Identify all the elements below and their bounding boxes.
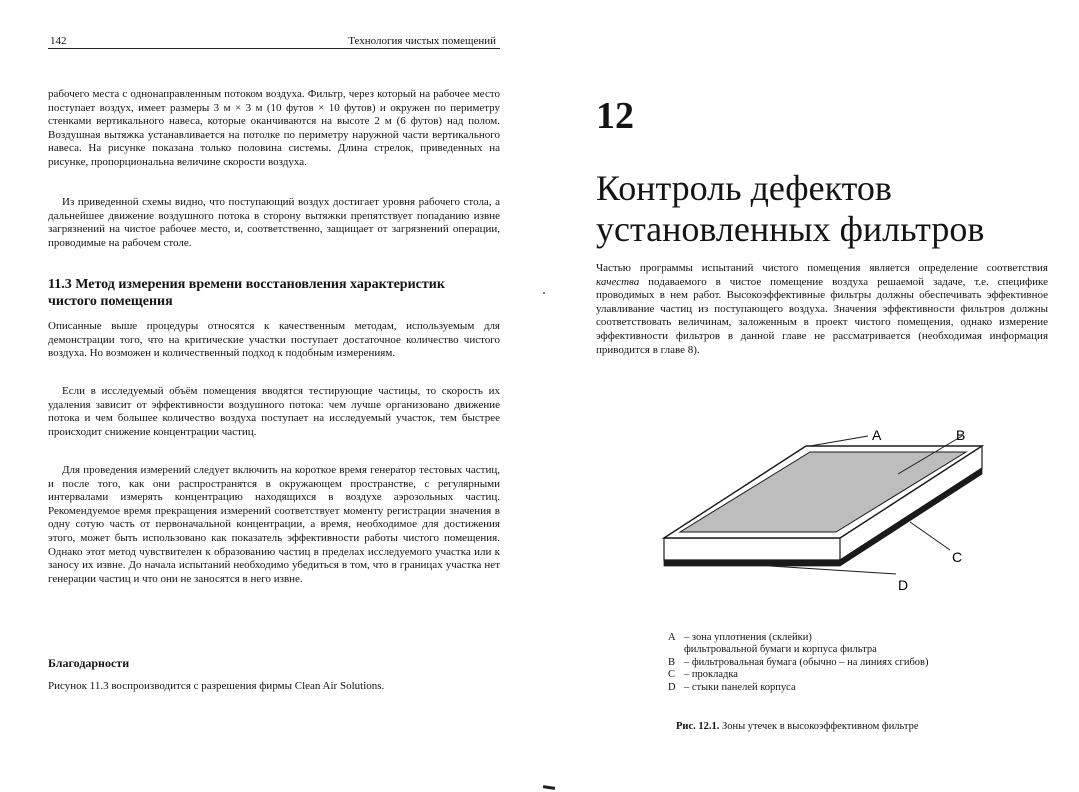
paragraph: рабочего места с однонаправленным потоком воздуха. Фильтр, через который на рабочее место поступает воздух, имеет размеры 3 м × 3 м (10 футов × 10 футов) и окружен по периметру стенками вертикального навеса, которые оканчиваются на высоте 2 м (6 футов) над полом. Воздушная вытяжка устанавливается на потолке по периметру наружной части вертикального навеса. На рисунке показана только половина системы. Длина стрелок, приведенных на рисунке, пропорциональна величине скорости воздуха.: [48, 88, 500, 168]
paragraph: Для проведения измерений следует включить на короткое время генератор тестовых частиц, и после того, как они распространятся в окружающем пространстве, с регулярными интервалами измерять концентрацию находящихся в воздухе аэрозольных частиц. Рекомендуемое время прекращения измерений соответствует моменту регистрации значения в одну сотую часть от первоначальной концентрации, а время, необходимое для достижения этого, может быть использовано как показатель эффективности работы чистого помещения. Однако этот метод чувствителен к образованию частиц в пределах исследуемого участка или к заносу их извне. До начала испытаний необходимо убедиться в том, что в границах участка нет генерации частиц и что они не заносятся в него извне.: [48, 464, 500, 585]
chapter-intro: [596, 262, 1048, 357]
acknowledgements-text: Рисунок 11.3 воспроизводится с разрешения фирмы Clean Air Solutions.: [48, 680, 385, 692]
running-head: [48, 32, 500, 49]
chapter-number: 12: [596, 95, 634, 137]
filter-diagram: [660, 422, 990, 600]
paragraph: Если в исследуемый объём помещения вводятся тестирующие частицы, то скорость их удаления зависит от эффективности воздушного потока: чем лучше организовано движение потока и чем большее количество воздуха поступает на исследуемый участок, тем быстрее происходит снижение концентрации частиц.: [48, 385, 500, 438]
label-c: C: [952, 549, 963, 565]
chapter-title-line-1: Контроль дефектов: [596, 168, 892, 208]
page-number: 142: [50, 35, 67, 47]
intro-text-start: Частью программы испытаний чистого помещения является определение соответствия: [596, 262, 1048, 274]
right-page: [540, 0, 1079, 792]
legend-key: C: [668, 669, 676, 681]
label-a: A: [872, 427, 882, 443]
intro-text-end: подаваемого в чистое помещение воздуха решаемой задаче, т.е. специфике проводимых в нем работ. Высокоэффективные фильтры должны обеспечивать эффективное улавливание частиц из поступающего воздуха. Значения эффективности фильтров должны соответствовать величинам, заложенным в проект чистого помещения, однако измерение эффективности фильтров в данной главе не рассматривается (необходимая информация приводится в главе 8).: [596, 275, 1049, 356]
acknowledgements-heading: Благодарности: [48, 656, 130, 670]
chapter-title-line-2: установленных фильтров: [596, 209, 985, 249]
figure-caption: [676, 720, 919, 733]
caption-text: Зоны утечек в высокоэффективном фильтре: [722, 721, 919, 732]
legend-text: – стыки панелей корпуса: [684, 681, 796, 693]
legend-item: [668, 657, 929, 669]
legend-key: A: [668, 632, 676, 643]
paragraph: Описанные выше процедуры относятся к качественным методам, используемым для демонстрации того, что на критические участки поступает достаточное количество чистого воздуха. Но возможен и количественный подход к подобным измерениям.: [48, 320, 500, 360]
legend-text: – прокладка: [684, 669, 738, 681]
leader-line-c: [910, 522, 950, 550]
section-heading: 11.3 Метод измерения времени восстановления характеристик чистого помещения: [48, 277, 445, 309]
legend-text-continuation: фильтровальной бумаги и корпуса фильтра: [684, 644, 877, 656]
label-b: B: [956, 427, 966, 443]
legend-text: – зона уплотнения (склейки): [684, 632, 812, 643]
chapter-title: [596, 168, 1066, 250]
legend-key: B: [668, 656, 676, 668]
legend-item: [668, 632, 929, 644]
label-d: D: [898, 577, 909, 593]
leader-line-d: [770, 566, 896, 574]
legend-key: D: [668, 681, 676, 693]
running-title: Технология чистых помещений: [348, 35, 496, 47]
figure-legend: [668, 632, 929, 694]
legend-item: [668, 669, 929, 681]
legend-text: – фильтровальная бумага (обычно – на линиях сгибов): [684, 656, 929, 668]
caption-label: Рис. 12.1.: [676, 721, 720, 732]
legend-item: [668, 682, 929, 694]
intro-emphasis: качества: [596, 275, 640, 288]
paragraph: Из приведенной схемы видно, что поступающий воздух достигает уровня рабочего стола, а дальнейшее движение воздушного потока в сторону вытяжки препятствует попаданию извне загрязнений на чистое рабочее место, и, соответственно, защищает от загрязнений операции, проводимые на рабочем столе.: [48, 196, 500, 249]
leader-line-a: [810, 436, 868, 446]
